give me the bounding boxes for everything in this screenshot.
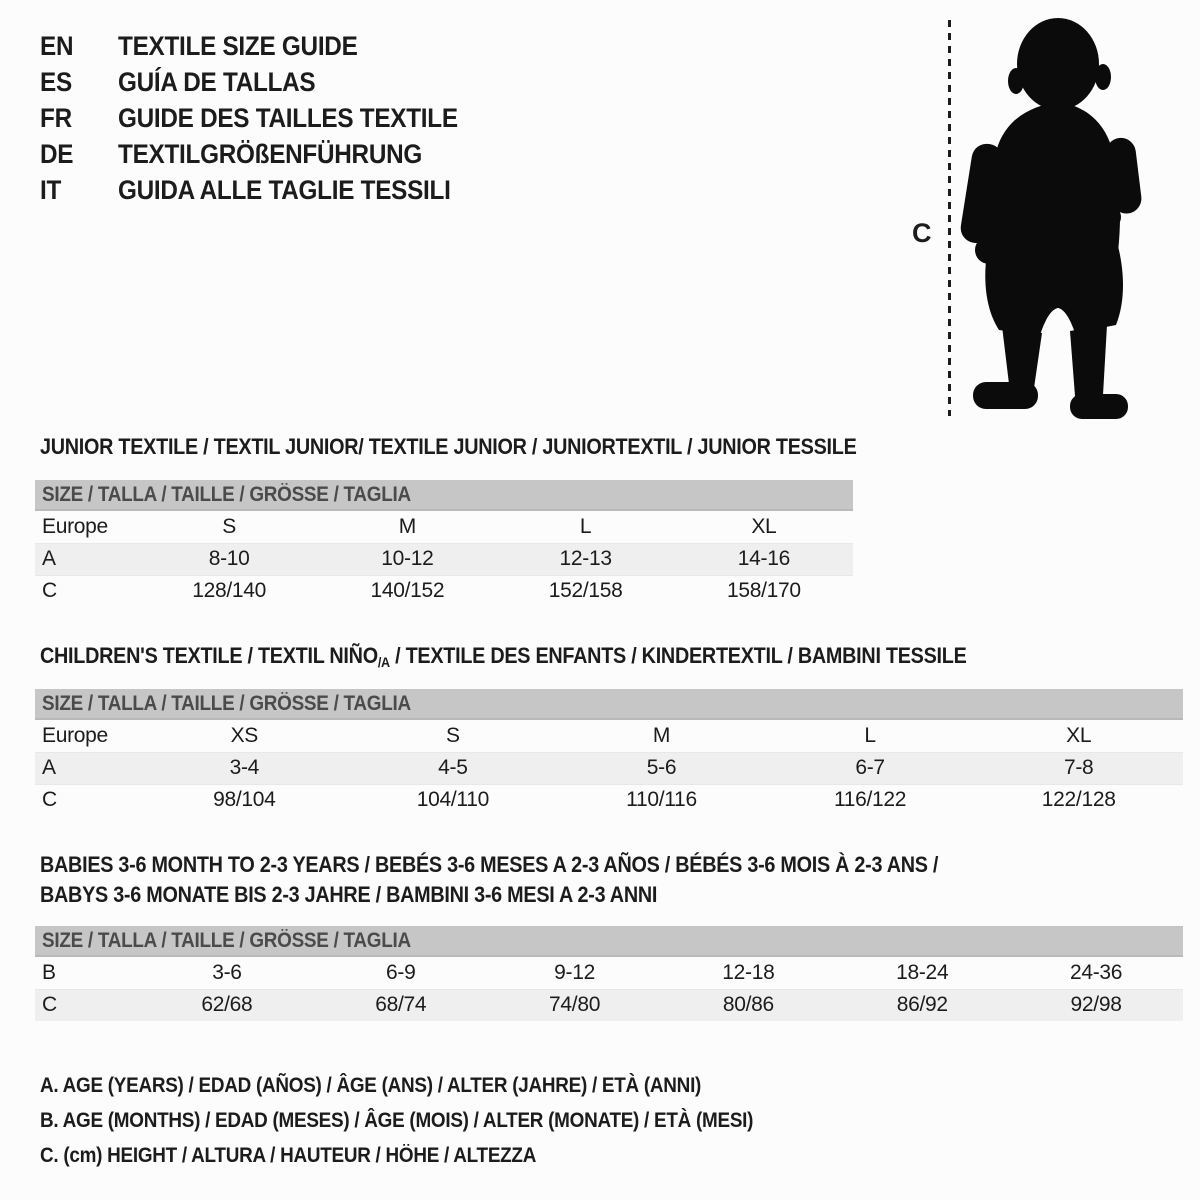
size-value-cell: 6-9 xyxy=(386,960,416,984)
title-main: CHILDREN'S TEXTILE / TEXTIL NIÑO xyxy=(40,643,378,668)
language-list xyxy=(40,28,496,208)
size-value-cell: 62/68 xyxy=(201,993,253,1017)
size-value-cell: 110/116 xyxy=(626,788,697,812)
size-value-cell: S xyxy=(446,723,460,747)
size-value-cell: S xyxy=(222,514,236,538)
size-header-text: SIZE / TALLA / TAILLE / GRÖSSE / TAGLIA xyxy=(42,691,411,715)
size-value-cell: 7-8 xyxy=(1063,756,1094,779)
row-label: Europe xyxy=(42,723,108,747)
table-row xyxy=(35,989,1183,1021)
size-value-cell: 140/152 xyxy=(370,579,445,603)
size-value-cell: 3-4 xyxy=(229,756,260,779)
size-value-cell: L xyxy=(864,723,876,747)
size-value-cell: M xyxy=(652,723,671,747)
legend-text-a: A. AGE (YEARS) / EDAD (AÑOS) / ÂGE (ANS) / ALTER (JAHRE) / ETÀ (ANNI) xyxy=(40,1073,702,1097)
size-value-cell: 3-6 xyxy=(212,960,242,984)
size-value-cell: 86/92 xyxy=(896,993,948,1017)
size-value-cell: 12-13 xyxy=(559,547,612,570)
size-value-cell: L xyxy=(579,514,592,538)
language-title: GUIDE DES TAILLES TEXTILE xyxy=(118,102,458,133)
legend-line-a xyxy=(40,1068,832,1103)
row-label: Europe xyxy=(42,514,108,538)
size-value-cell: M xyxy=(398,514,416,538)
size-value-cell: 14-16 xyxy=(737,547,790,570)
size-value-cell: 104/110 xyxy=(416,788,490,812)
measure-legend xyxy=(40,1068,832,1173)
size-header-bar xyxy=(35,926,1183,957)
language-row-de xyxy=(40,136,496,172)
table-row xyxy=(35,957,1183,989)
size-value-cell: 12-18 xyxy=(722,960,775,984)
section-title-text: JUNIOR TEXTILE / TEXTIL JUNIOR/ TEXTILE JUNIOR / JUNIORTEXTIL / JUNIOR TESSILE xyxy=(40,434,857,459)
size-value-cell: 158/170 xyxy=(726,579,801,603)
size-value-cell: XL xyxy=(1066,723,1092,747)
height-figure xyxy=(900,0,1160,430)
title-line-1: BABIES 3-6 MONTH TO 2-3 YEARS / BEBÉS 3-6 MESES A 2-3 AÑOS / BÉBÉS 3-6 MOIS À 2-3 ANS / xyxy=(40,852,939,877)
size-value-cell: 6-7 xyxy=(855,756,885,779)
size-header-bar xyxy=(35,689,1183,720)
table-row xyxy=(35,511,853,543)
language-row-en xyxy=(40,28,496,64)
language-title: TEXTILGRÖßENFÜHRUNG xyxy=(118,138,423,169)
row-label: B xyxy=(42,960,56,984)
language-code: FR xyxy=(40,102,72,133)
row-label: C xyxy=(42,788,57,812)
size-value-cell: 9-12 xyxy=(554,960,595,984)
height-dashed-line xyxy=(948,20,951,416)
size-value-cell: 8-10 xyxy=(208,547,250,570)
baby-silhouette xyxy=(958,14,1148,420)
legend-line-b xyxy=(40,1103,832,1138)
size-header-text: SIZE / TALLA / TAILLE / GRÖSSE / TAGLIA xyxy=(42,928,411,952)
table-row xyxy=(35,752,1183,784)
title-subscript: /A xyxy=(377,654,390,670)
size-value-cell: XL xyxy=(751,514,777,538)
size-value-cell: 92/98 xyxy=(1070,993,1122,1017)
language-title: GUIDA ALLE TAGLIE TESSILI xyxy=(118,174,451,205)
language-code: EN xyxy=(40,30,74,61)
language-title: GUÍA DE TALLAS xyxy=(118,66,316,97)
size-header-text: SIZE / TALLA / TAILLE / GRÖSSE / TAGLIA xyxy=(42,482,411,506)
children-size-table xyxy=(35,689,1183,816)
size-value-cell: 24-36 xyxy=(1069,960,1123,984)
language-code: ES xyxy=(40,66,72,97)
row-label: A xyxy=(42,756,56,779)
section-title-children xyxy=(40,643,1069,670)
size-header-bar xyxy=(35,480,853,511)
size-value-cell: 10-12 xyxy=(381,547,434,570)
size-value-cell: 128/140 xyxy=(192,579,267,603)
size-value-cell: 98/104 xyxy=(213,788,276,812)
row-label: C xyxy=(42,579,57,603)
height-measure-label: C xyxy=(912,218,932,248)
title-rest: / TEXTILE DES ENFANTS / KINDERTEXTIL / BAMBINI TESSILE xyxy=(389,643,967,668)
language-row-fr xyxy=(40,100,496,136)
size-value-cell: 152/158 xyxy=(548,579,623,603)
language-code: DE xyxy=(40,138,74,169)
legend-line-c xyxy=(40,1138,832,1173)
size-value-cell: 116/122 xyxy=(833,788,907,812)
babies-size-table xyxy=(35,926,1183,1021)
title-line-2: BABYS 3-6 MONATE BIS 2-3 JAHRE / BAMBINI 3-6 MESI A 2-3 ANNI xyxy=(40,882,658,907)
size-value-cell: XS xyxy=(230,723,258,747)
language-row-es xyxy=(40,64,496,100)
table-row xyxy=(35,784,1183,816)
size-value-cell: 18-24 xyxy=(896,960,949,984)
row-label: A xyxy=(42,547,56,570)
table-row xyxy=(35,575,853,607)
section-title-babies xyxy=(40,850,1038,910)
legend-text-b: B. AGE (MONTHS) / EDAD (MESES) / ÂGE (MOIS) / ALTER (MONATE) / ETÀ (MESI) xyxy=(40,1108,754,1132)
section-title-junior xyxy=(40,434,947,460)
table-row xyxy=(35,720,1183,752)
language-row-it xyxy=(40,172,496,208)
language-title: TEXTILE SIZE GUIDE xyxy=(118,30,358,61)
size-value-cell: 68/74 xyxy=(375,993,427,1017)
junior-size-table xyxy=(35,480,853,607)
language-code: IT xyxy=(40,174,62,205)
size-value-cell: 80/86 xyxy=(722,993,774,1017)
row-label: C xyxy=(42,993,57,1017)
section-title-text xyxy=(40,643,967,670)
legend-text-c: C. (cm) HEIGHT / ALTURA / HAUTEUR / HÖHE / ALTEZZA xyxy=(40,1143,537,1167)
size-value-cell: 122/128 xyxy=(1041,788,1116,812)
size-value-cell: 5-6 xyxy=(646,756,677,779)
size-value-cell: 74/80 xyxy=(549,993,601,1017)
table-row xyxy=(35,543,853,575)
size-value-cell: 4-5 xyxy=(438,756,468,779)
